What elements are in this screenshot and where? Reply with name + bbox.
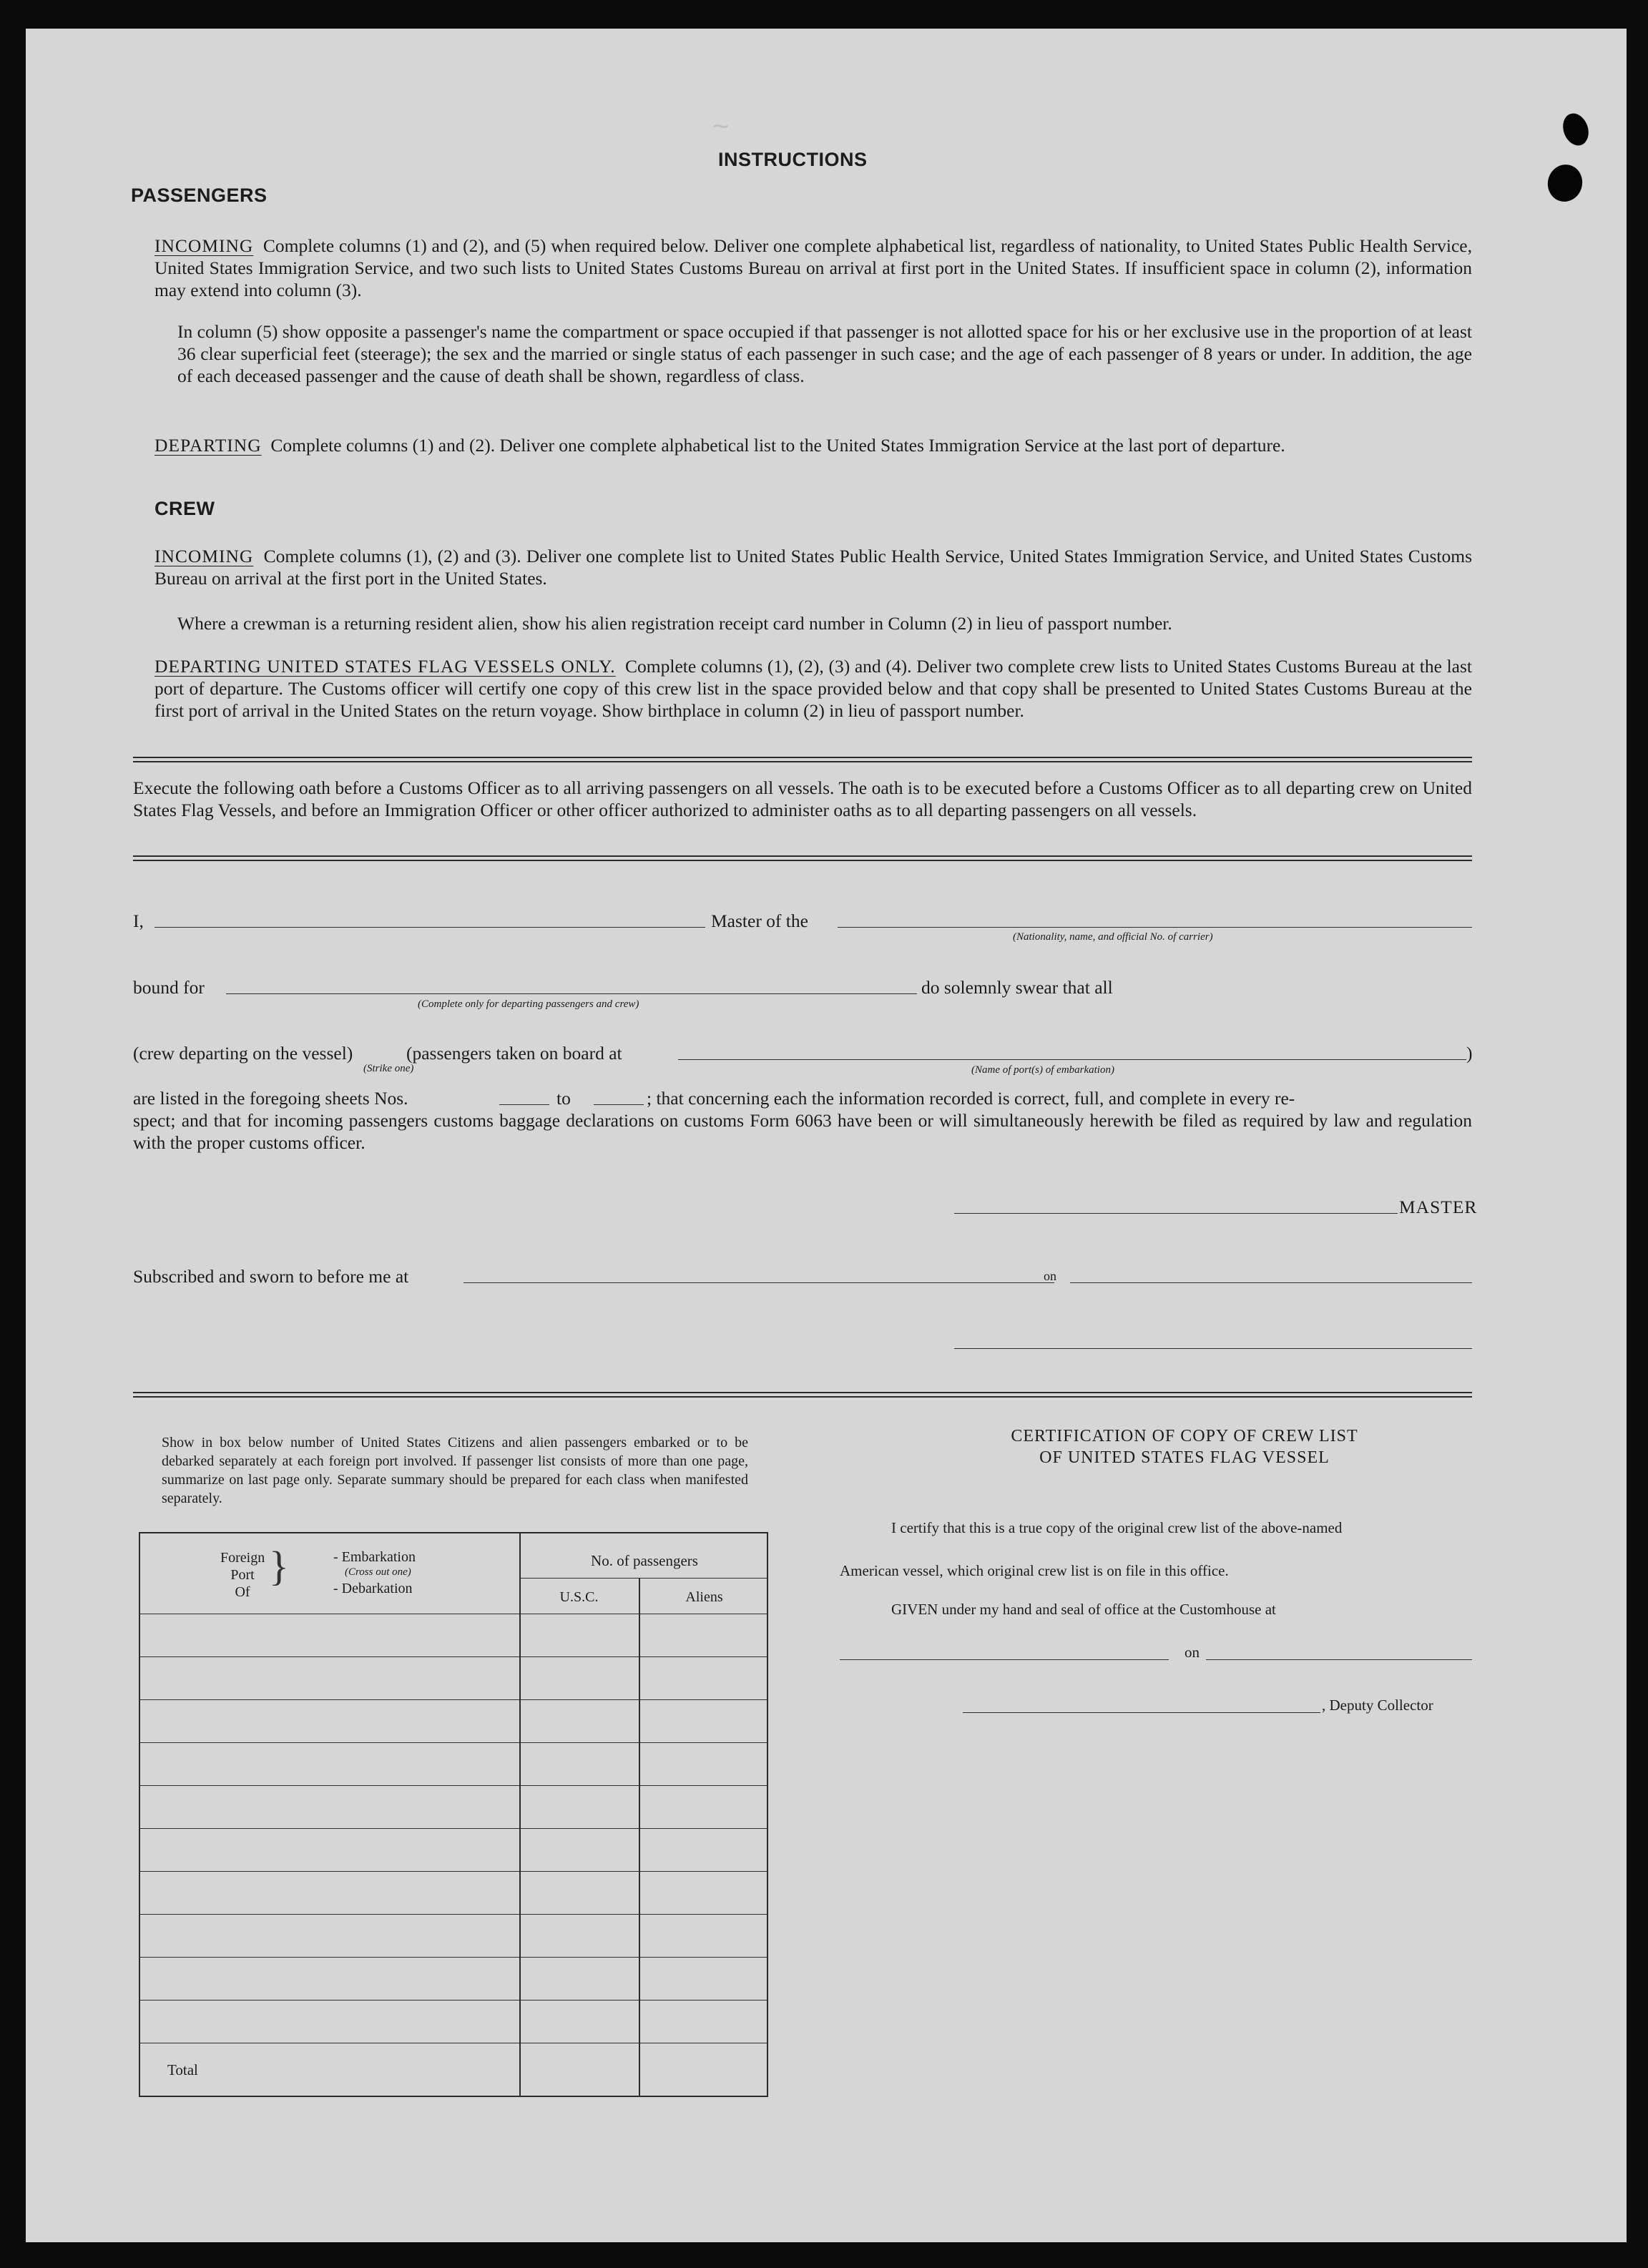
crew-departing-text: Complete columns (1), (2), (3) and (4). Deliver two complete crew lists to United States Customs Bureau at the last port of departure. The Customs officer will certify one copy of this crew list in the space provided below and that copy shall be presented to United States Customs Bureau at the first port of arrival in the United States on the return voyage. Show birthplace in column (2) in lieu of passport number. xyxy=(154,656,1472,721)
row-line xyxy=(140,1957,767,1958)
master-label: MASTER xyxy=(1399,1197,1478,1217)
cross-out-hint: (Cross out one) xyxy=(345,1566,411,1578)
crew-resident-paragraph: Where a crewman is a returning resident alien, show his alien registration receipt card number in Column (2) in lieu of passport number. xyxy=(177,613,1172,634)
strike-one-hint: (Strike one) xyxy=(363,1063,414,1074)
debarkation-label: - Debarkation xyxy=(333,1581,413,1596)
crew-incoming-lead: INCOMING xyxy=(154,546,254,566)
passengers-column5-paragraph: In column (5) show opposite a passenger's name the compartment or space occupied if that passenger is not allotted space for his or her exclusive use in the proportion of at least 36 clear superficial feet (steerage); the sex and the married or single status of each passenger in such case; and the age of each passenger of 8 years or under. In addition, the age of each deceased passenger and the cause of death shall be shown, regardless of class. xyxy=(177,321,1472,386)
certification-title-1: CERTIFICATION OF COPY OF CREW LIST xyxy=(1011,1427,1358,1445)
summary-instructions: Show in box below number of United States Citizens and alien passengers embarked or to be debarked separately at each foreign port involved. If passenger list consists of more than one page, summarize on last page only. Separate summary should be prepared for each class when manifested separately. xyxy=(162,1435,748,1506)
departing-lead: DEPARTING xyxy=(154,435,262,456)
listed-text-end: ; that concerning each the information recorded is correct, full, and complete in every re- xyxy=(647,1088,1295,1109)
sheet-to-blank[interactable] xyxy=(594,1104,644,1105)
form-sheet xyxy=(26,29,1627,2242)
bound-for-label: bound for xyxy=(133,977,205,998)
crew-departing-lead: DEPARTING UNITED STATES FLAG VESSELS ONLY. xyxy=(154,656,616,677)
cert-date-blank[interactable] xyxy=(1206,1659,1472,1660)
foreign-port-of-label xyxy=(220,1549,265,1601)
carrier-blank[interactable] xyxy=(838,927,1472,928)
listed-text-start: are listed in the foregoing sheets Nos. xyxy=(133,1088,408,1109)
passenger-summary-table xyxy=(139,1532,768,2097)
foreign-word: Foreign xyxy=(220,1550,265,1566)
header-divider xyxy=(519,1578,767,1579)
sworn-place-blank[interactable] xyxy=(464,1282,1054,1283)
row-line xyxy=(140,1785,767,1786)
master-name-blank[interactable] xyxy=(154,927,705,928)
total-label: Total xyxy=(167,2061,198,2078)
lower-divider xyxy=(133,1392,1472,1398)
of-word: Of xyxy=(235,1584,250,1600)
oath-divider xyxy=(133,855,1472,861)
deputy-collector-label: , Deputy Collector xyxy=(1322,1697,1433,1714)
port-word: Port xyxy=(230,1567,255,1583)
listed-to-label: to xyxy=(556,1088,571,1109)
section-divider xyxy=(133,757,1472,762)
port-hint: (Name of port(s) of embarkation) xyxy=(971,1064,1114,1076)
certify-line-1: I certify that this is a true copy of the original crew list of the above-named xyxy=(891,1519,1343,1536)
incoming-lead: INCOMING xyxy=(154,235,254,256)
listed-text-rest: spect; and that for incoming passengers customs baggage declarations on customs Form 6063 have been or will simultaneously herewith be filed as required by law and regulation with the proper customs officer. xyxy=(133,1110,1472,1153)
complete-only-hint: (Complete only for departing passengers and crew) xyxy=(418,998,639,1010)
passengers-taken-option: (passengers taken on board at xyxy=(406,1043,622,1064)
passengers-heading: PASSENGERS xyxy=(131,185,268,206)
deputy-signature-blank[interactable] xyxy=(963,1712,1320,1713)
sworn-date-blank[interactable] xyxy=(1070,1282,1472,1283)
certify-line-2: American vessel, which original crew list is on file in this office. xyxy=(840,1562,1229,1579)
col-divider-1 xyxy=(519,1533,521,2096)
row-line xyxy=(140,1914,767,1915)
subscribed-label: Subscribed and sworn to before me at xyxy=(133,1266,409,1287)
embarkation-label: - Embarkation xyxy=(333,1549,416,1565)
usc-header: U.S.C. xyxy=(559,1589,599,1605)
master-signature-blank[interactable] xyxy=(954,1213,1398,1214)
customhouse-blank[interactable] xyxy=(840,1659,1169,1660)
crew-heading: CREW xyxy=(154,498,215,519)
bracket-glyph: } xyxy=(269,1543,289,1589)
given-line: GIVEN under my hand and seal of office at the Customhouse at xyxy=(891,1601,1276,1618)
close-paren: ) xyxy=(1466,1043,1473,1064)
destination-blank[interactable] xyxy=(226,993,917,994)
embarkation-port-blank[interactable] xyxy=(678,1059,1466,1060)
instructions-title: INSTRUCTIONS xyxy=(718,149,868,170)
row-line xyxy=(140,1828,767,1829)
master-of-the-label: Master of the xyxy=(711,910,808,931)
sworn-on-label: on xyxy=(1044,1269,1056,1283)
cert-on-label: on xyxy=(1184,1644,1200,1661)
ink-blot-mark xyxy=(1544,161,1586,206)
crew-departing-option: (crew departing on the vessel) xyxy=(133,1043,353,1064)
crew-incoming-paragraph xyxy=(154,545,1472,589)
officer-signature-blank[interactable] xyxy=(954,1348,1472,1349)
row-line xyxy=(140,1742,767,1743)
nationality-hint: (Nationality, name, and official No. of carrier) xyxy=(1013,931,1213,943)
crew-incoming-text: Complete columns (1), (2) and (3). Deliver one complete list to United States Public Health Service, United States Immigration Service, and United States Customs Bureau on arrival at the first port in the United States. xyxy=(154,546,1473,589)
oath-intro: Execute the following oath before a Customs Officer as to all arriving passengers on all vessels. The oath is to be executed before a Customs Officer as to all departing crew on United States Flag Vessels, and before an Immigration Officer or other officer authorized to administer oaths as to all departing passengers on all vessels. xyxy=(133,777,1472,820)
swear-text: do solemnly swear that all xyxy=(921,977,1113,998)
crew-departing-paragraph xyxy=(154,655,1472,722)
certification-title-2: OF UNITED STATES FLAG VESSEL xyxy=(1039,1448,1330,1467)
passengers-incoming-text: Complete columns (1) and (2), and (5) when required below. Deliver one complete alphabetical list, regardless of nationality, to United States Public Health Service, United States Immigration Service, and two such lists to United States Customs Bureau on arrival at first port in the United States. If insufficient space in column (2), information may extend into column (3). xyxy=(154,235,1473,300)
ink-blot-mark xyxy=(1559,110,1593,149)
col-divider-2 xyxy=(639,1578,640,2096)
row-line xyxy=(140,1656,767,1657)
aliens-header: Aliens xyxy=(685,1589,723,1605)
sheet-from-blank[interactable] xyxy=(499,1104,549,1105)
bleed-through-mark: ~ xyxy=(712,111,730,142)
passengers-incoming-paragraph xyxy=(154,235,1472,301)
row-line xyxy=(140,1871,767,1872)
passengers-departing-paragraph xyxy=(154,434,1472,456)
row-line xyxy=(140,1699,767,1700)
no-of-passengers-header: No. of passengers xyxy=(591,1552,698,1569)
oath-i-label: I, xyxy=(133,910,144,931)
row-line xyxy=(140,2000,767,2001)
passengers-departing-text: Complete columns (1) and (2). Deliver one complete alphabetical list to the United States Immigration Service at the last port of departure. xyxy=(270,435,1285,456)
